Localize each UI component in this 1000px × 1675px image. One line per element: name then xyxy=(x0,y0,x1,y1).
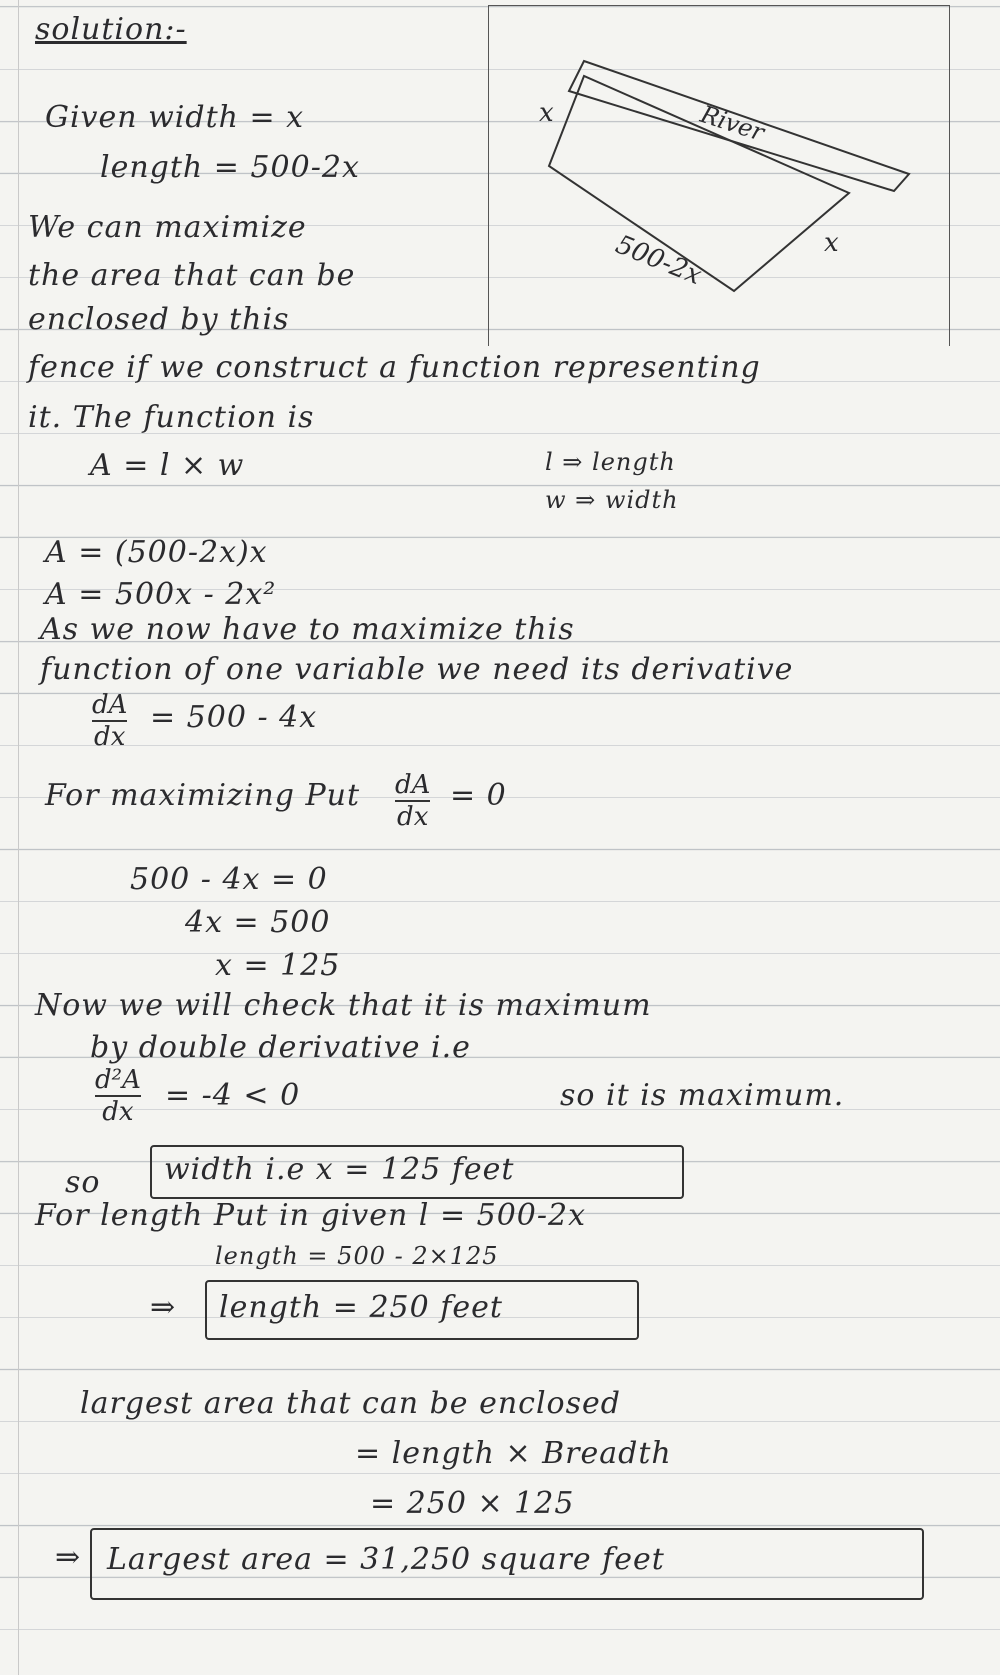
equation-step-3: x = 125 xyxy=(215,948,341,983)
second-derivative-conclusion: so it is maximum. xyxy=(560,1078,845,1113)
length-result-box xyxy=(205,1280,639,1340)
second-derivative-denominator: dx xyxy=(102,1097,134,1127)
fenced-rectangle xyxy=(549,76,849,291)
so-label: so xyxy=(65,1165,101,1200)
maximize-text: For maximizing Put xyxy=(45,778,361,813)
intro-line-4: fence if we construct a function representing xyxy=(28,350,761,385)
equation-step-2: 4x = 500 xyxy=(185,905,331,940)
first-derivative-numerator: dA xyxy=(92,690,128,720)
intro-line-1: We can maximize xyxy=(28,210,307,245)
given-width: Given width = x xyxy=(45,100,305,135)
final-answer: Largest area = 31,250 square feet xyxy=(107,1542,665,1577)
width-result-box xyxy=(150,1145,684,1199)
page-margin-line xyxy=(18,0,19,1675)
final-answer-box xyxy=(90,1528,924,1600)
equation-step-1: 500 - 4x = 0 xyxy=(130,862,328,897)
largest-area-line-3: = 250 × 125 xyxy=(370,1486,575,1521)
top-x-label: x xyxy=(539,98,554,128)
width-result: width i.e x = 125 feet xyxy=(164,1152,515,1187)
length-calculation: length = 500 - 2×125 xyxy=(215,1242,499,1270)
largest-area-line-1: largest area that can be enclosed xyxy=(80,1386,621,1421)
second-derivative-numerator: d²A xyxy=(95,1065,141,1095)
set-derivative-fraction xyxy=(395,770,430,832)
largest-area-line-2: = length × Breadth xyxy=(355,1436,672,1471)
length-arrow: ⇒ xyxy=(150,1290,177,1325)
bottom-length-label: 500-2x xyxy=(611,229,706,292)
second-derivative-fraction xyxy=(95,1065,141,1127)
river-label: River xyxy=(697,100,768,147)
legend-width: w ⇒ width xyxy=(545,486,679,514)
length-result: length = 250 feet xyxy=(219,1290,503,1325)
intro-line-3: enclosed by this xyxy=(28,302,290,337)
explanation-line-1: As we now have to maximize this xyxy=(40,612,575,647)
legend-length: l ⇒ length xyxy=(545,448,676,476)
length-instruction: For length Put in given l = 500-2x xyxy=(35,1198,587,1233)
check-line-1: Now we will check that it is maximum xyxy=(35,988,652,1023)
right-x-label: x xyxy=(824,228,839,258)
explanation-line-2: function of one variable we need its derivative xyxy=(40,652,794,687)
final-arrow: ⇒ xyxy=(55,1540,82,1575)
first-derivative-rhs: = 500 - 4x xyxy=(150,700,318,735)
set-derivative-denominator: dx xyxy=(397,802,429,832)
intro-line-2: the area that can be xyxy=(28,258,356,293)
check-line-2: by double derivative i.e xyxy=(90,1030,471,1065)
area-formula: A = l × w xyxy=(90,448,245,483)
second-derivative-rhs: = -4 < 0 xyxy=(165,1078,301,1113)
first-derivative-denominator: dx xyxy=(94,722,126,752)
fence-diagram xyxy=(489,6,949,346)
diagram-frame xyxy=(488,5,950,346)
given-length: length = 500-2x xyxy=(100,150,360,185)
first-derivative-fraction xyxy=(92,690,127,752)
solution-heading: solution:- xyxy=(35,12,187,47)
area-expression-2: A = 500x - 2x² xyxy=(45,577,277,612)
intro-line-5: it. The function is xyxy=(28,400,315,435)
set-derivative-numerator: dA xyxy=(395,770,431,800)
area-expression-1: A = (500-2x)x xyxy=(45,535,268,570)
set-derivative-rhs: = 0 xyxy=(450,778,507,813)
